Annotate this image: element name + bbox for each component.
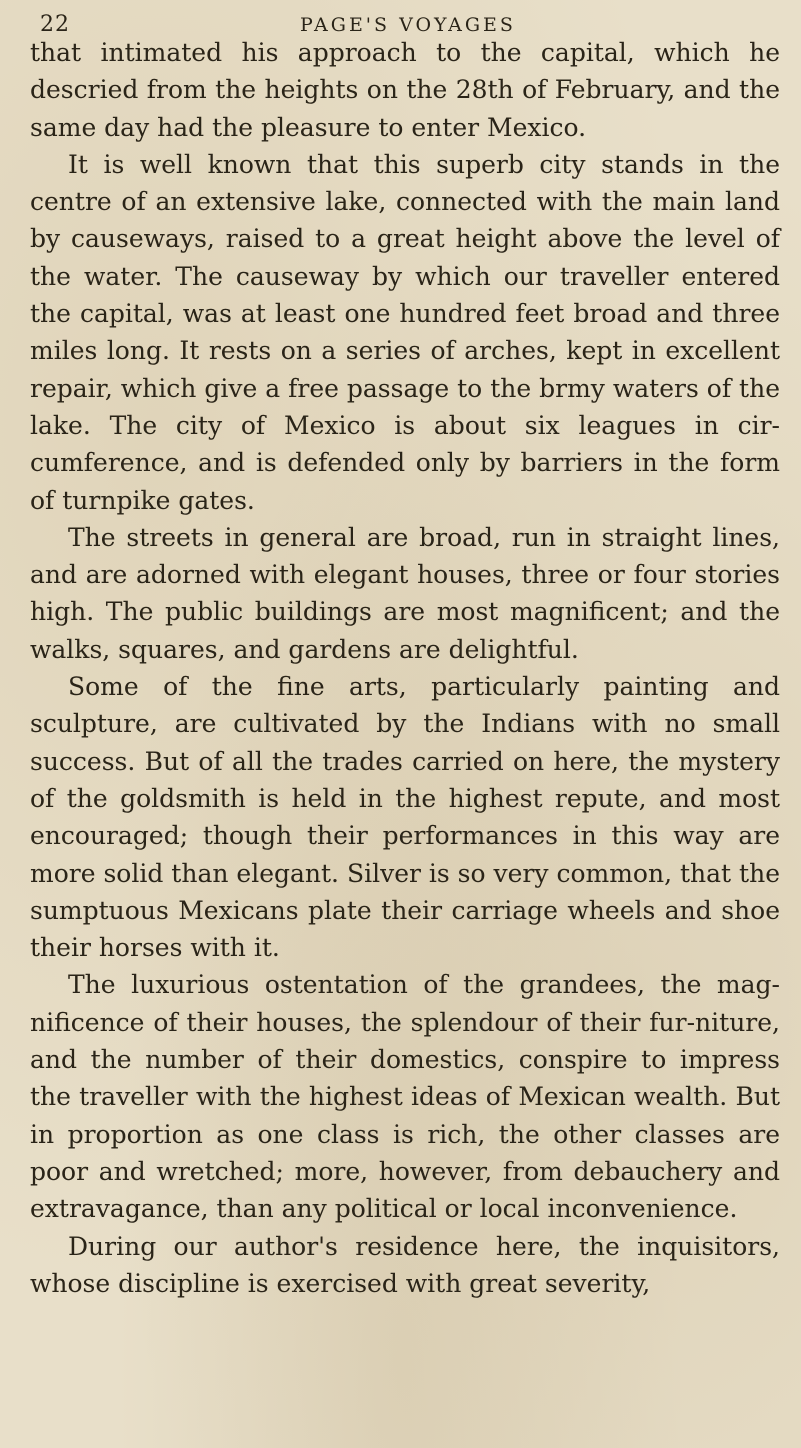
body-text [30,34,780,1302]
running-title: PAGE'S VOYAGES [300,14,516,36]
book-page [30,0,785,1448]
paragraph: The luxurious ostentation of the grandees, the mag-nificence of their houses, the splendour of their fur-niture, and the number of their domestics, conspire to impress the traveller with the highest ideas of Mexican wealth. But in proportion as one class is rich, the other classes are poor and wretched; more, however, from debauchery and extravagance, than any political or local inconvenience. [30,970,780,1224]
paragraph: Some of the fine arts, particularly painting and sculpture, are cultivated by the Indians with no small success. But of all the trades carried on here, the mystery of the goldsmith is held in the highest repute, and most encouraged; though their performances in this way are more solid than elegant. Silver is so very common, that the sumptuous Mexicans plate their carriage wheels and shoe their horses with it. [30,672,780,963]
page-number: 22 [40,12,70,37]
paragraph: It is well known that this superb city stands in the centre of an extensive lake, connected with the main land by causeways, raised to a great height above the level of the water. The causeway by which our traveller entered the capital, was at least one hundred feet broad and three miles long. It rests on a series of arches, kept in excellent repair, which give a free passage to the brmy waters of the lake. The city of Mexico is about six leagues in cir-cumference, and is defended only by barriers in the form of turnpike gates. [30,149,780,515]
paragraph: that intimated his approach to the capital, which he descried from the heights on the 28th of February, and the same day had the pleasure to enter Mexico. [30,38,780,142]
paragraph: During our author's residence here, the inquisitors, whose discipline is exercised with great severity, [30,1231,780,1298]
paragraph: The streets in general are broad, run in straight lines, and are adorned with elegant houses, three or four stories high. The public buildings are most magnificent; and the walks, squares, and gardens are delightful. [30,522,780,664]
